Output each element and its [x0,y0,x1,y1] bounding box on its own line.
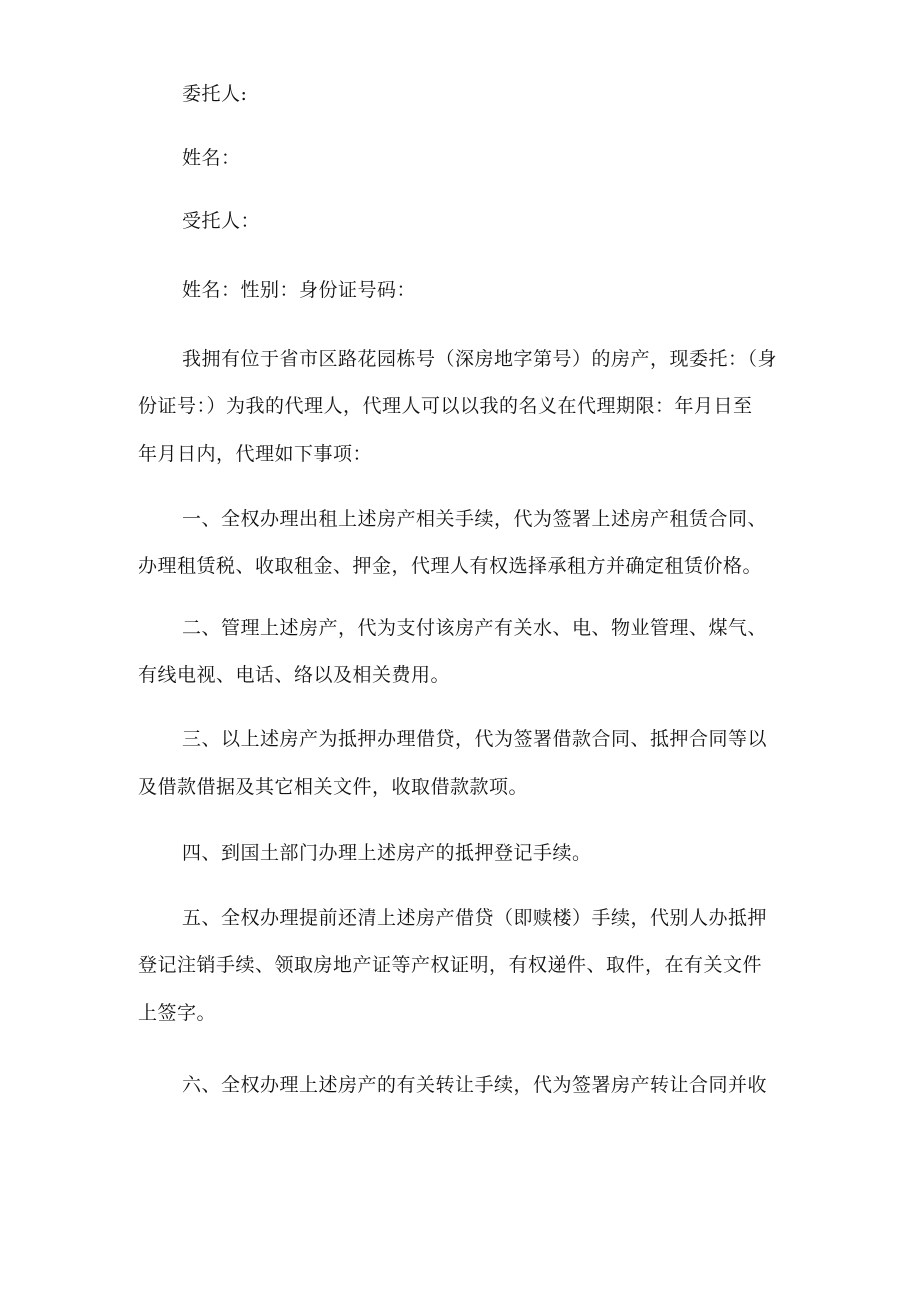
item-five-line: 五、全权办理提前还清上述房产借贷（即赎楼）手续，代别人办抵押 [182,907,768,929]
item-five-line: 上签字。 [138,1002,217,1024]
intro-paragraph-line: 我拥有位于省市区路花园栋号（深房地字第号）的房产，现委托：（身 [182,348,778,370]
item-four-line: 四、到国土部门办理上述房产的抵押登记手续。 [182,842,592,864]
item-two-line: 二、管理上述房产，代为支付该房产有关水、电、物业管理、煤气、 [182,617,768,639]
agent-info-label: 姓名：性别：身份证号码： [182,279,417,301]
principal-label: 委托人: [182,83,248,105]
intro-paragraph-line: 份证号：）为我的代理人，代理人可以以我的名义在代理期限：年月日至 [138,395,753,417]
item-three-line: 及借款借据及其它相关文件，收取借款款项。 [138,776,529,798]
item-two-line: 有线电视、电话、络以及相关费用。 [138,664,451,686]
item-three-line: 三、以上述房产为抵押办理借贷，代为签署借款合同、抵押合同等以 [182,728,768,750]
item-one-line: 办理租赁税、收取租金、押金，代理人有权选择承租方并确定租赁价格。 [138,555,763,577]
intro-paragraph-line: 年月日内，代理如下事项： [138,443,373,465]
principal-name-label: 姓名： [182,147,241,169]
item-one-line: 一、全权办理出租上述房产相关手续，代为签署上述房产租赁合同、 [182,508,768,530]
item-six-line: 六、全权办理上述房产的有关转让手续，代为签署房产转让合同并收 [182,1074,768,1096]
agent-label: 受托人： [182,210,261,232]
item-five-line: 登记注销手续、领取房地产证等产权证明，有权递件、取件，在有关文件 [138,954,763,976]
